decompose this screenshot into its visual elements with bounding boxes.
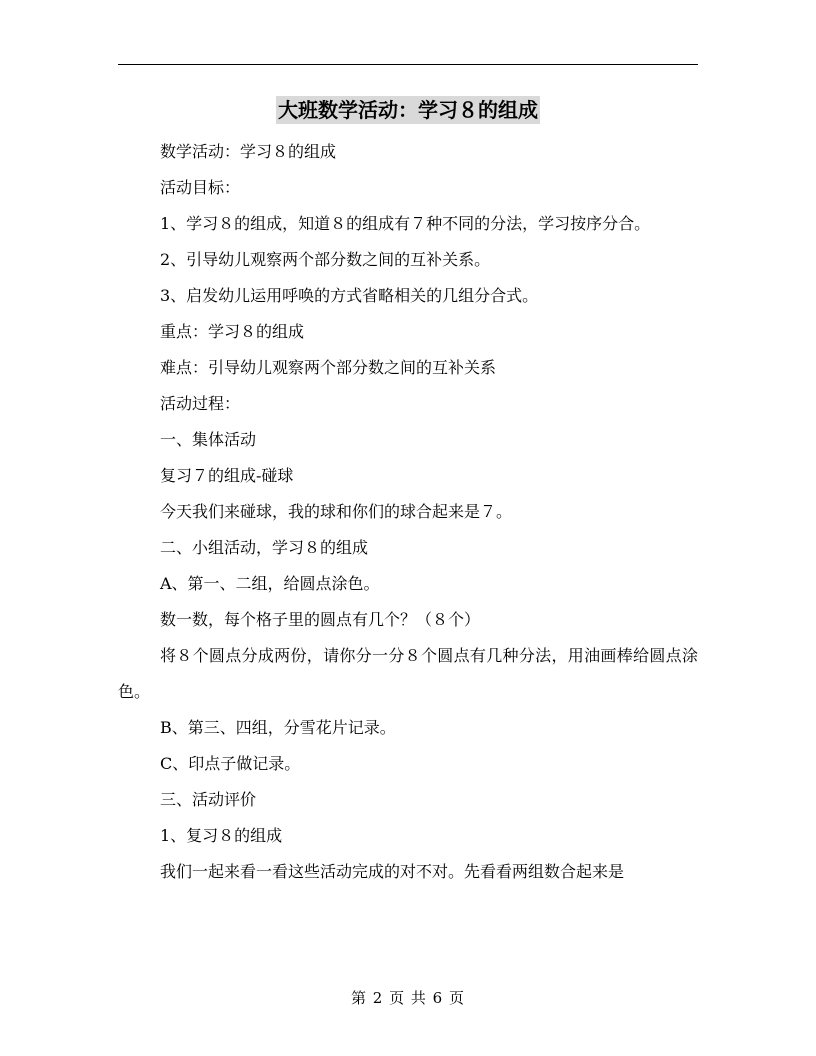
header-rule	[118, 64, 698, 65]
paragraph: 1、学习８的组成，知道８的组成有７种不同的分法，学习按序分合。	[160, 214, 651, 233]
paragraph: 难点：引导幼儿观察两个部分数之间的互补关系	[160, 358, 497, 377]
paragraph: 二、小组活动，学习８的组成	[160, 538, 369, 557]
paragraph: 三、活动评价	[160, 790, 257, 809]
paragraph: 1、复习８的组成	[160, 826, 283, 845]
document-title-text: 大班数学活动：学习８的组成	[278, 98, 538, 122]
paragraph: 我们一起来看一看这些活动完成的对不对。先看看两组数合起来是	[160, 862, 625, 881]
paragraph: 数学活动：学习８的组成	[160, 142, 337, 161]
paragraph: B、第三、四组，分雪花片记录。	[160, 718, 396, 737]
paragraph: 一、集体活动	[160, 430, 257, 449]
document-title	[0, 94, 816, 126]
paragraph: C、印点子做记录。	[160, 754, 301, 773]
paragraph: 2、引导幼儿观察两个部分数之间的互补关系。	[160, 250, 491, 269]
paragraph: A、第一、二组，给圆点涂色。	[160, 574, 380, 593]
paragraph: 今天我们来碰球，我的球和你们的球合起来是７。	[160, 502, 513, 521]
paragraph: 活动目标：	[160, 178, 241, 197]
paragraph: 活动过程：	[160, 394, 241, 413]
paragraph: 复习７的组成-碰球	[160, 466, 294, 485]
document-body	[118, 134, 698, 890]
paragraph: 3、启发幼儿运用呼唤的方式省略相关的几组分合式。	[160, 286, 539, 305]
paragraph: 将８个圆点分成两份，请你分一分８个圆点有几种分法，用油画棒给圆点涂色。	[118, 646, 698, 701]
page-footer: 第 2 页 共 6 页	[351, 989, 465, 1007]
paragraph: 数一数，每个格子里的圆点有几个？（８个）	[160, 610, 481, 629]
paragraph: 重点：学习８的组成	[160, 322, 305, 341]
